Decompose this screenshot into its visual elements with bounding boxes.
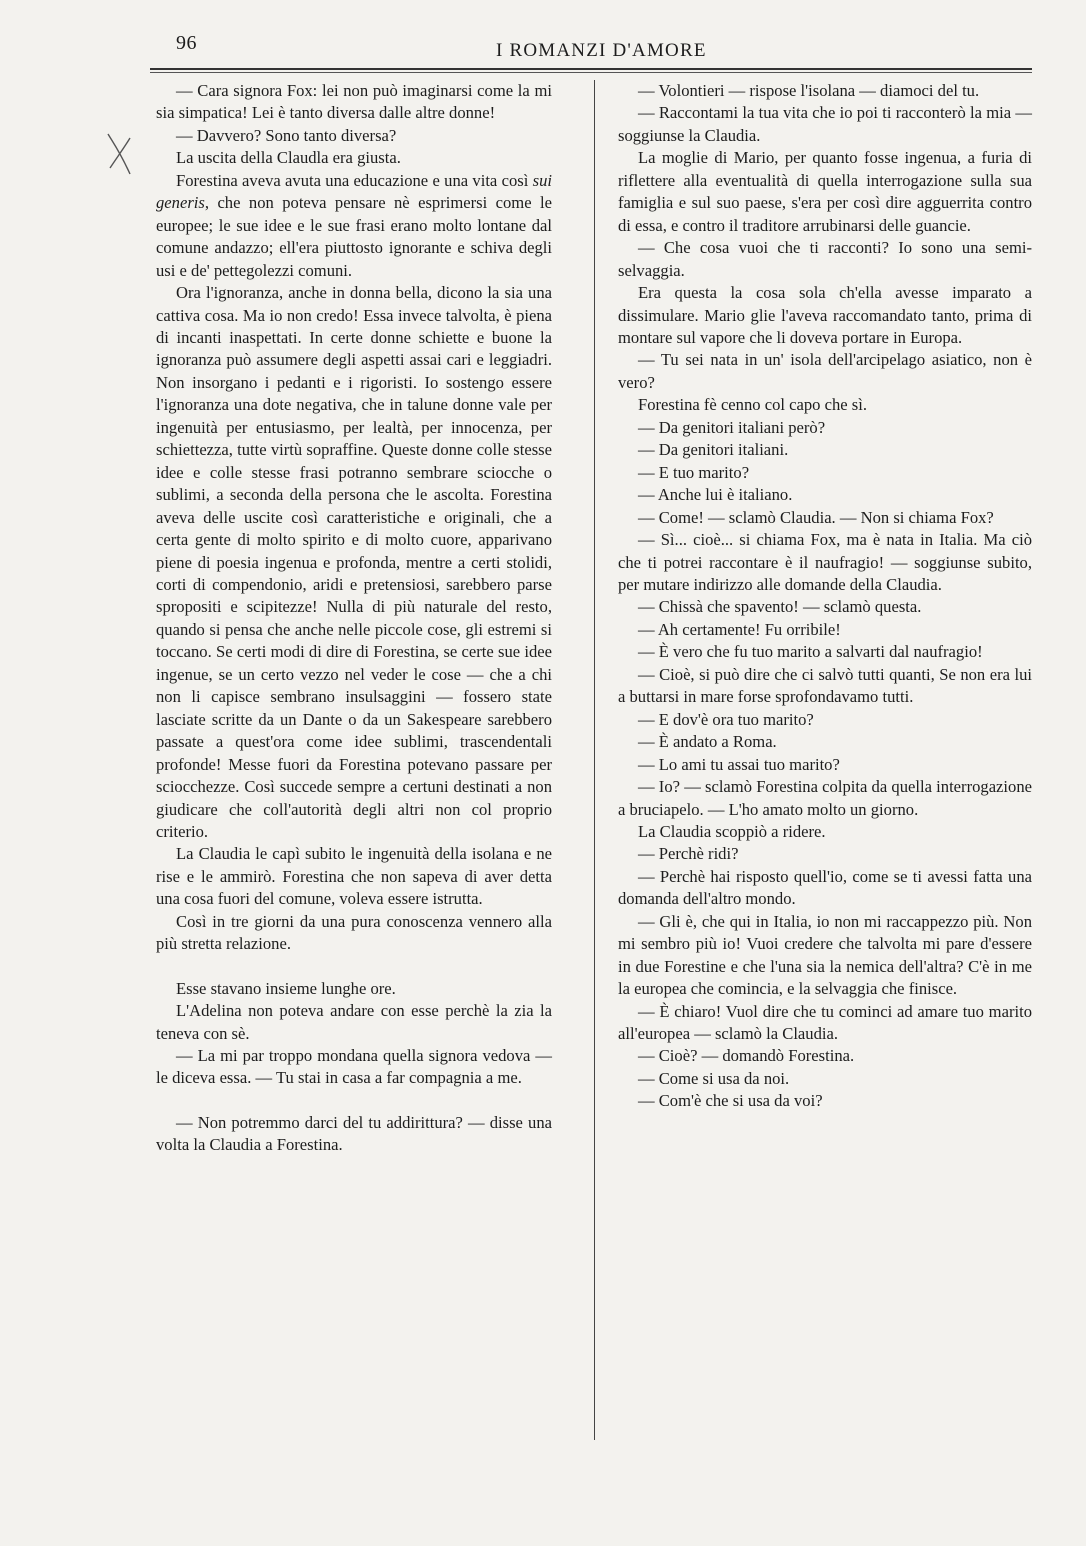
handwritten-x-mark-icon xyxy=(100,130,140,180)
paragraph: Forestina fè cenno col capo che sì. xyxy=(638,395,867,415)
paragraph: — E tuo marito? xyxy=(638,462,750,482)
paragraph: — Io? — sclamò Forestina colpita da quella interrogazione a bruciapelo. — L'ho amato molto un giorno. xyxy=(618,777,1032,819)
paragraph: — Volontieri — rispose l'isolana — diamoci del tu. xyxy=(638,81,980,100)
paragraph: — Gli è, che qui in Italia, io non mi raccappezzo più. Non mi sembro più io! Vuoi credere che talvolta mi pare d'essere in due Forestine e che l'una sia la nemica dell'altra? C'è in me la europea che comincia, e la selvaggia che finisce. xyxy=(618,911,1032,999)
right-column xyxy=(618,80,1032,1113)
header-rule xyxy=(150,68,1032,73)
paragraph: La Claudia le capì subito le ingenuità della isolana e ne rise e le ammirò. Forestina che non sapeva di aver detta una cosa fuori del comune, voleva essere istrutta. xyxy=(156,844,552,909)
paragraph: — È andato a Roma. xyxy=(638,732,777,752)
paragraph: Esse stavano insieme lunghe ore. xyxy=(176,978,396,998)
page-number: 96 xyxy=(176,32,197,54)
paragraph: — Raccontami la tua vita che io poi ti racconterò la mia — soggiunse la Claudia. xyxy=(618,103,1032,145)
paragraph: — Anche lui è italiano. xyxy=(638,485,793,505)
paragraph: — Cioè? — domandò Forestina. xyxy=(638,1046,855,1066)
paragraph: La Claudia scoppiò a ridere. xyxy=(638,821,826,841)
paragraph: Ora l'ignoranza, anche in donna bella, dicono la sia una cattiva cosa. Ma io non credo! Essa invece talvolta, è piena di incanti inaspettati. In certe donne schiette e buone la ignoranza può assumere degli aspetti assai cari e leggiadri. Non insorgano i pedanti e i rigoristi. Io sostengo essere l'ignoranza una dote negativa, che in talune donne vale per ingenuità per entusiasmo, per lealtà, per innocenza, per schiettezza, tutte virtù sopraffine. Queste donne colle stesse idee e colle stesse frasi potranno sembrare sciocche o sublimi, a seconda della persona che le ascolta. Forestina aveva delle uscite così caratteristiche e originali, che a certa gente di molto spirito e di molto cuore, apparivano piene di poesia ingenua e profonda, mentre a certi stolidi, corti di compendonio, aridi e pretensiosi, sarebbero parse spropositi e scipitezze! Nulla di più naturale del resto, quando si pensa che anche nelle piccole cose, gli estremi si toccano. Se certi modi di dire di Forestina, se certe sue idee ingenue, se un certo vezzo nel veder le cose — che a chi non li capisce sembrano insulsaggini — fossero state lasciate scritte da un Dante o da un Sakespeare sarebbero passate a quest'ora come idee sublimi, trascendentali profonde! Messe fuori da Forestina potevano passare per sciocchezze. Così succede sempre a certuni destinati a non giudicare che coll'autorità degli altri non col proprio criterio. xyxy=(156,283,552,841)
paragraph: — Chissà che spavento! — sclamò questa. xyxy=(638,597,922,617)
paragraph: — Perchè ridi? xyxy=(638,844,739,864)
paragraph: — Lo ami tu assai tuo marito? xyxy=(638,754,840,774)
paragraph: Era questa la cosa sola ch'ella avesse imparato a dissimulare. Mario glie l'aveva raccomandato tanto, prima di montare sul vapore che li doveva portare in Europa. xyxy=(618,283,1032,347)
paragraph: — Che cosa vuoi che ti racconti? Io sono una semi-selvaggia. xyxy=(618,238,1032,280)
paragraph: — E dov'è ora tuo marito? xyxy=(638,709,814,729)
paragraph: — È vero che fu tuo marito a salvarti dal naufragio! xyxy=(638,642,983,662)
paragraph: — La mi par troppo mondana quella signora vedova — le diceva essa. — Tu stai in casa a far compagnia a me. xyxy=(156,1046,552,1088)
paragraph: La moglie di Mario, per quanto fosse ingenua, a furia di riflettere alla eventualità di quella interrogazione sulla sua famiglia e sul suo paese, s'era per così dire agguerrita contro di essa, e contro il traditore arrubinarsi delle guancie. xyxy=(618,148,1032,235)
column-divider xyxy=(594,80,595,1440)
paragraph: — Sì... cioè... si chiama Fox, ma è nata in Italia. Ma ciò che ti potrei raccontare è il naufragio! — soggiunse subito, per mutare indirizzo alle domande della Claudia. xyxy=(618,530,1032,594)
paragraph-italic-phrase: Forestina aveva avuta una educazione e una vita così sui generis, che non poteva pensare nè esprimersi come le europee; le sue idee e le sue frasi erano molto lontane dal comune andazzo; ell'era piuttosto ignorante e schiva degli usi e de' pettegolezzi comuni. xyxy=(156,170,552,280)
left-column xyxy=(156,80,552,1157)
paragraph: — Da genitori italiani. xyxy=(638,440,789,460)
page-header xyxy=(150,32,1040,70)
paragraph: — Perchè hai risposto quell'io, come se ti avessi fatta una domanda dell'altro mondo. xyxy=(618,866,1032,909)
italic-phrase: sui generis xyxy=(156,170,552,213)
paragraph: — Com'è che si usa da voi? xyxy=(638,1091,823,1111)
paragraph: — Tu sei nata in un' isola dell'arcipelago asiatico, non è vero? xyxy=(618,350,1032,392)
paragraph: — Ah certamente! Fu orribile! xyxy=(638,619,841,639)
paragraph: — Davvero? Sono tanto diversa? xyxy=(176,125,397,145)
paragraph: — Da genitori italiani però? xyxy=(638,417,826,437)
paragraph: — Come! — sclamò Claudia. — Non si chiama Fox? xyxy=(638,507,994,527)
paragraph: Così in tre giorni da una pura conoscenza vennero alla più stretta relazione. xyxy=(156,911,552,954)
paragraph: — Cara signora Fox: lei non può imaginarsi come la mi sia simpatica! Lei è tanto diversa dalle altre donne! xyxy=(156,81,552,123)
paragraph: — Come si usa da noi. xyxy=(638,1068,790,1088)
paragraph: La uscita della Claudla era giusta. xyxy=(176,148,401,168)
paragraph: — Non potremmo darci del tu addirittura? — disse una volta la Claudia a Forestina. xyxy=(156,1112,552,1155)
running-title: I ROMANZI D'AMORE xyxy=(496,40,707,61)
paragraph: — È chiaro! Vuol dire che tu cominci ad amare tuo marito all'europea — sclamò la Claudia. xyxy=(618,1001,1032,1044)
paragraph: — Cioè, si può dire che ci salvò tutti quanti, Se non era lui a buttarsi in mare forse sprofondavamo tutti. xyxy=(618,664,1032,707)
paragraph: L'Adelina non poteva andare con esse perchè la zia la teneva con sè. xyxy=(156,1001,552,1043)
